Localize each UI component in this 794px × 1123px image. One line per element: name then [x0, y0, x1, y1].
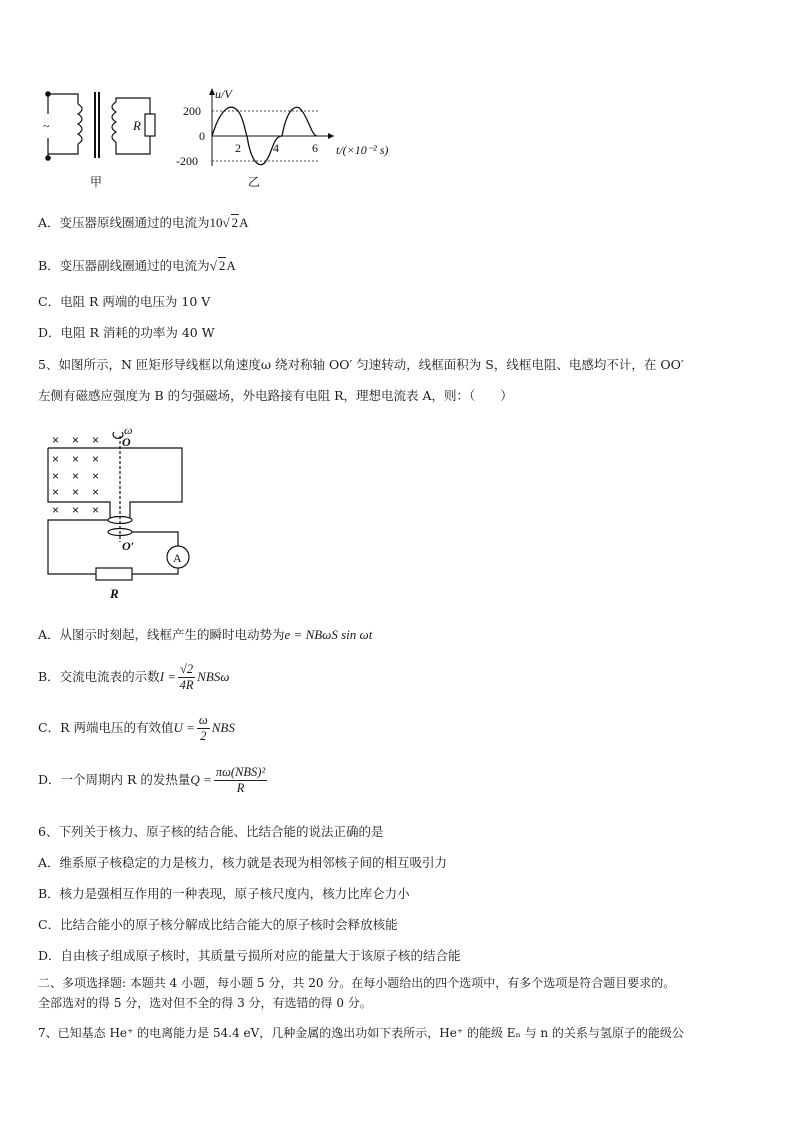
- label-O-prime: O′: [122, 539, 135, 553]
- svg-text:×: ×: [52, 452, 60, 466]
- svg-text:×: ×: [52, 485, 60, 499]
- q5-option-a: A．从图示时刻起，线框产生的瞬时电动势为e = NBωS sin ωt: [38, 627, 373, 642]
- q6-option-c: C．比结合能小的原子核分解成比结合能大的原子核时会释放核能: [38, 917, 398, 932]
- axis-label-u: u/V: [215, 87, 232, 101]
- label-O: O: [122, 435, 131, 449]
- q5-option-b: B．交流电流表的示数I = $\frac{√2}{4R}$ NBSω: [38, 662, 230, 692]
- tick-4: 4: [273, 141, 279, 155]
- tick-200: 200: [183, 104, 201, 118]
- q5-option-d: D．一个周期内 R 的发热量Q = $\frac{\text{πω(NBS)²}}{R}$: [38, 765, 266, 795]
- svg-text:×: ×: [92, 469, 100, 483]
- ammeter-label: A: [173, 551, 182, 565]
- tick-2: 2: [235, 141, 241, 155]
- q6-option-d: D．自由核子组成原子核时，其质量亏损所对应的能量大于该原子核的结合能: [38, 948, 461, 963]
- resistor-label-R: R: [133, 118, 141, 133]
- svg-text:×: ×: [52, 433, 60, 447]
- svg-text:×: ×: [72, 469, 80, 483]
- label-jia: 甲: [90, 175, 103, 189]
- q6-option-a: A．维系原子核稳定的力是核力，核力就是表现为相邻核子间的相互吸引力: [38, 855, 448, 870]
- tick-neg200: -200: [176, 154, 198, 168]
- label-omega: ω: [124, 423, 133, 437]
- svg-text:×: ×: [72, 452, 80, 466]
- label-yi: 乙: [248, 175, 261, 189]
- q4-option-a: A．变压器原线圈通过的电流为10√ 2A: [38, 215, 249, 230]
- magnetic-field-crosses: [52, 433, 99, 517]
- svg-text:×: ×: [52, 503, 60, 517]
- q5-option-c: C．R 两端电压的有效值U = $\frac{\omega}{2}$ NBS: [38, 713, 235, 743]
- tick-0: 0: [199, 129, 205, 143]
- svg-text:×: ×: [72, 485, 80, 499]
- q6-stem: 6、下列关于核力、原子核的结合能、比结合能的说法正确的是: [38, 824, 384, 839]
- svg-text:×: ×: [72, 503, 80, 517]
- q5-stem-line2: 左侧有磁感应强度为 B 的匀强磁场，外电路接有电阻 R，理想电流表 A，则：（ ）: [38, 388, 513, 403]
- svg-text:×: ×: [92, 485, 100, 499]
- svg-text:×: ×: [92, 503, 100, 517]
- axis-label-t: t/(×10⁻² s): [336, 143, 389, 157]
- svg-text:×: ×: [72, 433, 80, 447]
- source-symbol: ~: [43, 119, 50, 133]
- figure-rotating-coil-circuit: [36, 422, 196, 604]
- svg-text:×: ×: [92, 433, 100, 447]
- q4-option-d: D．电阻 R 消耗的功率为 40 W: [38, 325, 215, 340]
- svg-text:×: ×: [92, 452, 100, 466]
- resistor-label: R: [110, 586, 119, 601]
- coil-and-circuit: [48, 432, 189, 580]
- tick-6: 6: [312, 141, 318, 155]
- section2-instructions-line2: 全部选对的得 5 分，选对但不全的得 3 分，有选错的得 0 分。: [38, 996, 372, 1010]
- svg-text:×: ×: [52, 469, 60, 483]
- q4-option-b: B．变压器副线圈通过的电流为√ 2A: [38, 258, 236, 273]
- q7-stem: 7、已知基态 He⁺ 的电离能力是 54.4 eV，几种金属的逸出功如下表所示，He⁺ 的能级 Eₙ 与 n 的关系与氢原子的能级公: [38, 1026, 684, 1040]
- q5-stem-line1: 5、如图所示，N 匝矩形导线框以角速度ω 绕对称轴 OO′ 匀速转动，线框面积为 S，线框电阻、电感均不计，在 OO′: [38, 357, 684, 372]
- q4-option-c: C．电阻 R 两端的电压为 10 V: [38, 294, 211, 309]
- figure-transformer-waveform: [36, 82, 406, 194]
- q6-option-b: B．核力是强相互作用的一种表现，原子核尺度内，核力比库仑力小: [38, 886, 410, 901]
- section2-instructions-line1: 二、多项选择题: 本题共 4 小题，每小题 5 分，共 20 分。在每小题给出的四个选项中，有多个选项是符合题目要求的。: [38, 976, 676, 990]
